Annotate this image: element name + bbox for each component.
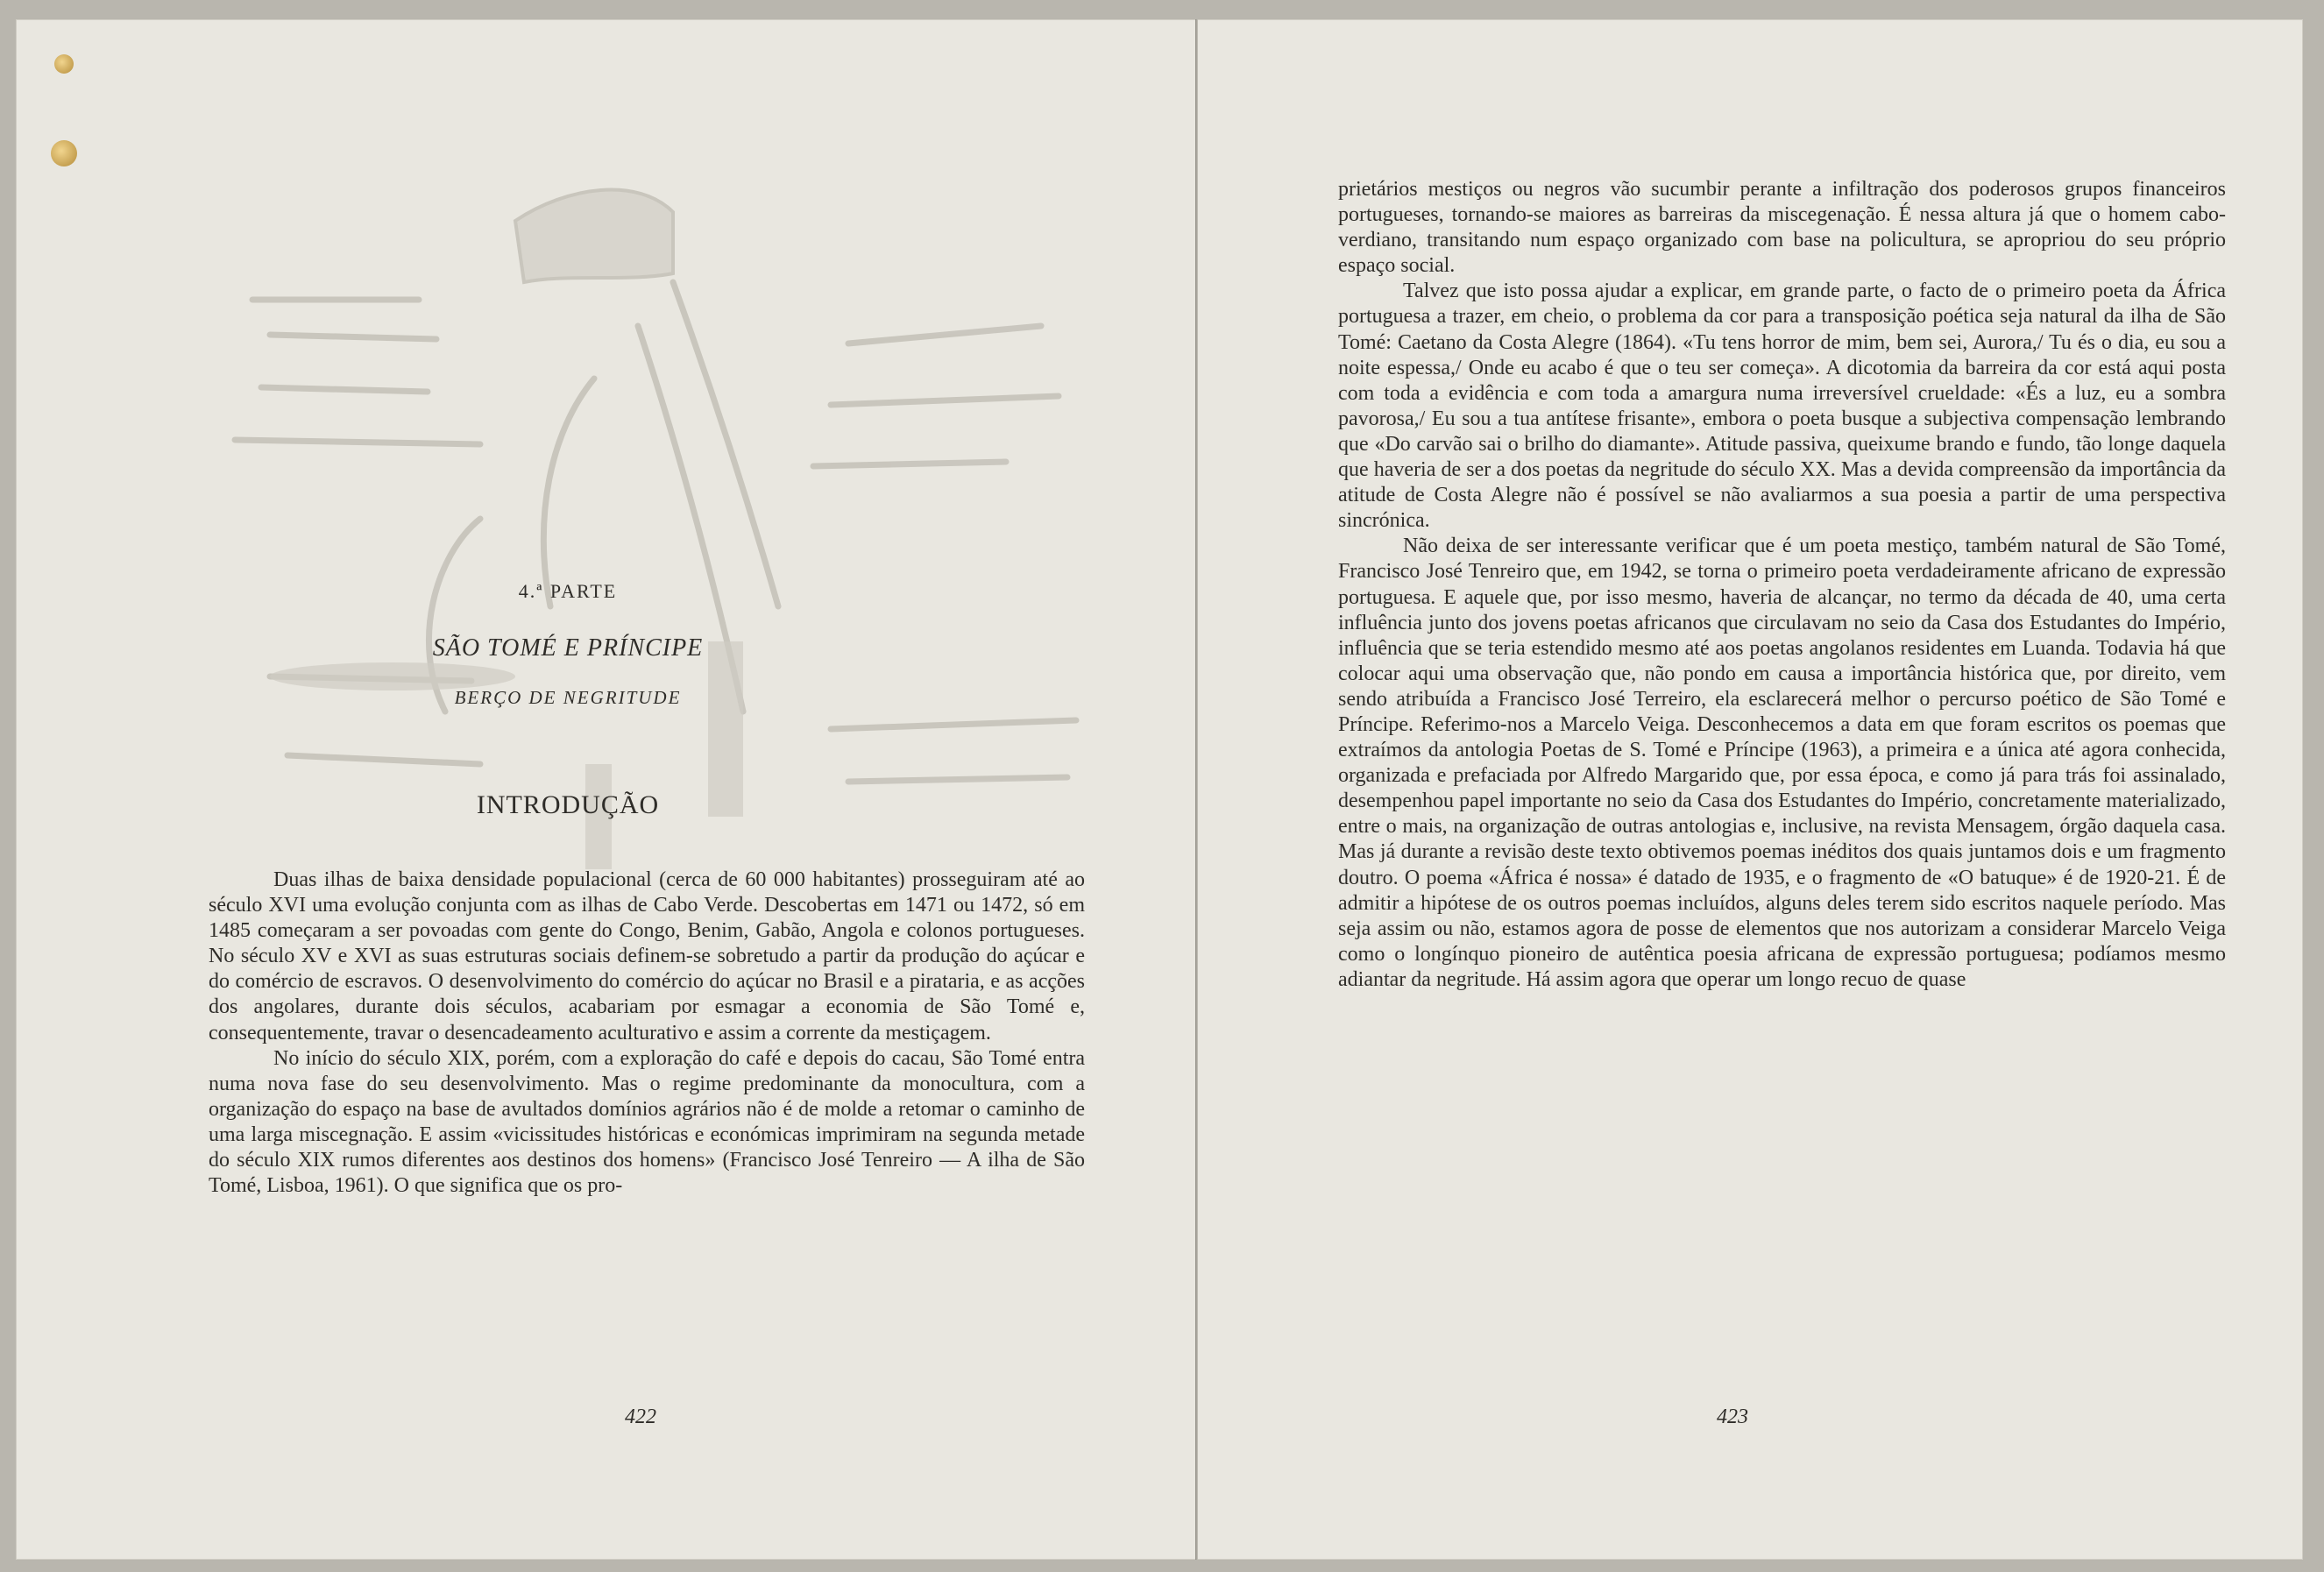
part-title: SÃO TOMÉ E PRÍNCIPE bbox=[432, 634, 704, 662]
paragraph: Duas ilhas de baixa densidade populacional (cerca de 60 000 habitantes) prosseguiram até ao século XVI uma evolução conjunta com as ilhas de Cabo Verde. Descobertas em 1471 ou 1472, só em 1485 começaram a ser povoadas com gente do Congo, Benim, Gabão, Angola e colonos portugueses. No século XV e XVI as suas estruturas sociais definem-se sobretudo a partir da produção do açúcar e do comércio de escravos. O desenvolvimento do comércio do açúcar no Brasil e a pirataria, e as acções dos angolares, durante dois séculos, acabariam por esmagar a economia de São Tomé e, consequentemente, travar o desencadeamento aculturativo e assim a corrente da mestiçagem. bbox=[209, 868, 1085, 1044]
section-title: INTRODUÇÃO bbox=[476, 790, 660, 819]
part-label: 4.ª PARTE bbox=[518, 580, 618, 602]
paper-clip-icon bbox=[40, 54, 93, 186]
right-body-text bbox=[1338, 177, 2226, 993]
left-body-text bbox=[209, 867, 1085, 1199]
page-number: 423 bbox=[1717, 1406, 1748, 1428]
paragraph: Talvez que isto possa ajudar a explicar, em grande parte, o facto de o primeiro poeta da África portuguesa a trazer, em cheio, o problema da cor para a transposição poética seja natural da ilha de São Tomé: Caetano da Costa Alegre (1864). «Tu tens horror de mim, bem sei, Aurora,/ Tu és o dia, eu sou a noite espessa,/ Onde eu acabo é que o teu ser começa». A dicotomia da barreira da cor está aqui posta com toda a evidência e com toda a amargura numa irreversível crueldade: «És a luz, eu a sombra pavorosa,/ Eu sou a tua antítese frisante», embora o poeta busque a subjectiva compensação lembrando que «Do carvão sai o brilho do diamante». Atitude passiva, queixume brando e fundo, tão longe daquela que haveria de ser a dos poetas da negritude do século XX. Mas a devida compreensão da importância da atitude de Costa Alegre não é possível se não avaliarmos a sua poesia a partir de uma perspectiva sincrónica. bbox=[1338, 280, 2226, 533]
left-page bbox=[16, 19, 1195, 1560]
right-page bbox=[1198, 19, 2303, 1560]
paragraph: prietários mestiços ou negros vão sucumbir perante a infiltração dos poderosos grupos financeiros portugueses, tornando-se maiores as barreiras da miscegenação. É nessa altura já que o homem cabo-verdiano, transitando num espaço organizado com base na policultura, se apropriou do seu próprio espaço social. bbox=[1338, 178, 2226, 278]
paragraph: Não deixa de ser interessante verificar que é um poeta mestiço, também natural de São Tomé, Francisco José Tenreiro que, em 1942, se torna o primeiro poeta verdadeiramente africano de expressão portuguesa. E aquele que, por isso mesmo, haveria de alcançar, no termo da década de 40, uma certa influência junto dos jovens poetas africanos que circulavam no seio da Casa dos Estudantes do Império, influência que se teria estendido mesmo até aos poetas angolanos residentes em Luanda. Todavia há que colocar aqui uma observação que, não pondo em causa a importância histórica que, por direito, vem sendo atribuída a Francisco José Terreiro, ela esclarecerá melhor o percurso poético de São Tomé e Príncipe. Referimo-nos a Marcelo Veiga. Desconhecemos a data em que foram escritos os poemas que extraímos da antologia Poetas de S. Tomé e Príncipe (1963), a primeira e a única até agora conhecida, organizada e prefaciada por Alfredo Margarido que, por essa época, e como já para trás foi assinalado, desempenhou papel importante no seio da Casa dos Estudantes do Império, concretamente materializado, entre o mais, na organização de outras antologias e, inclusive, na revista Mensagem, órgão daquela casa. Mas já durante a revisão deste texto obtivemos poemas inéditos dos quais juntamos dois e um fragmento doutro. O poema «África é nossa» é datado de 1935, e o fragmento de «O batuque» é de 1920-21. É de admitir a hipótese de os outros poemas incluídos, alguns deles terem sido escritos naquele período. Mas seja assim ou não, estamos agora de posse de elementos que nos autorizam a considerar Marcelo Veiga como o longínquo pioneiro de autêntica poesia africana de expressão portuguesa; podíamos mesmo adiantar da negritude. Há assim agora que operar um longo recuo de quase bbox=[1338, 535, 2226, 991]
pin-bottom-icon bbox=[51, 140, 77, 166]
page-number: 422 bbox=[625, 1406, 656, 1428]
paragraph: No início do século XIX, porém, com a exploração do café e depois do cacau, São Tomé entra numa nova fase do seu desenvolvimento. Mas o regime predominante da monocultura, com a organização do espaço na base de avultados domínios agrários não é de molde a retomar o caminho de uma larga miscegnação. E assim «vicissitudes históricas e económicas imprimiram na segunda metade do século XIX rumos diferentes aos destinos dos homens» (Francisco José Tenreiro — A ilha de São Tomé, Lisboa, 1961). O que significa que os pro- bbox=[209, 1046, 1085, 1198]
book-spread bbox=[16, 19, 2303, 1560]
faded-illustration bbox=[217, 151, 1094, 887]
pin-top-icon bbox=[54, 54, 74, 74]
part-subtitle: BERÇO DE NEGRITUDE bbox=[454, 687, 682, 708]
